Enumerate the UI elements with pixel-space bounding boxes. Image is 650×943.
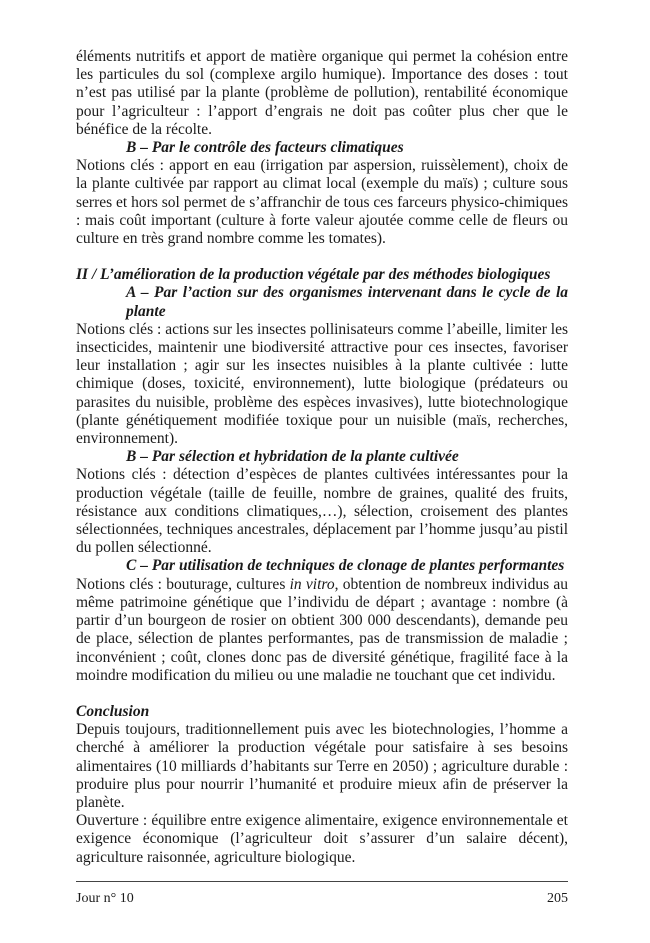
cloning-text-end: , obtention de nombreux individus au même patrimoine génétique que l’individu de départ ; avantage : nombre (à partir d’un bourgeon de rosier on obtient 300 000 descendants), demande peu de place, sélection de plantes performantes, pas de transmission de maladie ; inconvénient ; coût, clones donc pas de diversité génétique, fragilité face à la moindre modification du milieu ou une maladie ne touchant que cet individu. bbox=[76, 575, 568, 684]
page-content bbox=[76, 48, 568, 867]
paragraph-nutrients: éléments nutritifs et apport de matière organique qui permet la cohésion entre les particules du sol (complexe argilo humique). Importance des doses : tout n’est pas utilisé par la plante (problème de pollution), rentabilité économique pour l’agriculteur : l’apport d’engrais ne doit pas coûter plus cher que le bénéfice de la récolte. bbox=[76, 48, 568, 138]
paragraph-cloning bbox=[76, 576, 568, 685]
section-heading-biological: II / L’amélioration de la production végétale par des méthodes biologiques bbox=[76, 266, 551, 284]
subheading-organisms: A – Par l’action sur des organismes intervenant dans le cycle de la plante bbox=[126, 284, 568, 320]
paragraph-organisms: Notions clés : actions sur les insectes pollinisateurs comme l’abeille, limiter les insecticides, maintenir une biodiversité attractive pour ces insectes, favoriser leur installation ; agir sur les insectes nuisibles à la plante cultivée : lutte chimique (doses, toxicité, environnement), lutte biologique (prédateurs ou parasites du nuisible, problème des espèces invasives), lutte biotechnologique (plante génétiquement modifiée toxique pour un nuisible (maïs, recherches, environnement). bbox=[76, 320, 568, 448]
subheading-climate: B – Par le contrôle des facteurs climatiques bbox=[126, 139, 404, 157]
conclusion-heading: Conclusion bbox=[76, 702, 150, 720]
cloning-text-start: Notions clés : bouturage, cultures bbox=[76, 575, 290, 593]
page-number: 205 bbox=[547, 891, 568, 906]
paragraph-opening: Ouverture : équilibre entre exigence alimentaire, exigence environnementale et exigence économique (l’agriculteur doit s’assurer d’un salaire décent), agriculture raisonnée, agriculture biologique. bbox=[76, 812, 568, 866]
subheading-cloning: C – Par utilisation de techniques de clonage de plantes performantes bbox=[126, 557, 565, 575]
cloning-text-italic: in vitro bbox=[289, 575, 335, 593]
paragraph-conclusion: Depuis toujours, traditionnellement puis avec les biotechnologies, l’homme a cherché à améliorer la production végétale pour satisfaire à ses besoins alimentaires (10 milliards d’habitants sur Terre en 2050) ; agriculture durable : produire plus pour nourrir l’humanité et produire mieux afin de préserver la planète. bbox=[76, 721, 568, 811]
subheading-selection: B – Par sélection et hybridation de la plante cultivée bbox=[126, 448, 459, 466]
paragraph-selection: Notions clés : détection d’espèces de plantes cultivées intéressantes pour la production végétale (taille de feuille, nombre de graines, qualité des fruits, résistance aux conditions climatiques,…), sélection, croisement des plantes sélectionnées, techniques ancestrales, déplacement par l’homme jusqu’au pistil du pollen sélectionné. bbox=[76, 466, 568, 557]
paragraph-climate: Notions clés : apport en eau (irrigation par aspersion, ruissèlement), choix de la plante cultivée par rapport au climat local (exemple du maïs) ; culture sous serres et hors sol permet de s’affranchir de tous ces farceurs physico-chimiques : mais coût important (culture à forte valeur ajoutée comme celle de fleurs ou culture en très grand nombre comme les tomates). bbox=[76, 157, 568, 248]
footer-day-label: Jour n° 10 bbox=[76, 891, 134, 906]
footer-divider bbox=[76, 881, 568, 882]
